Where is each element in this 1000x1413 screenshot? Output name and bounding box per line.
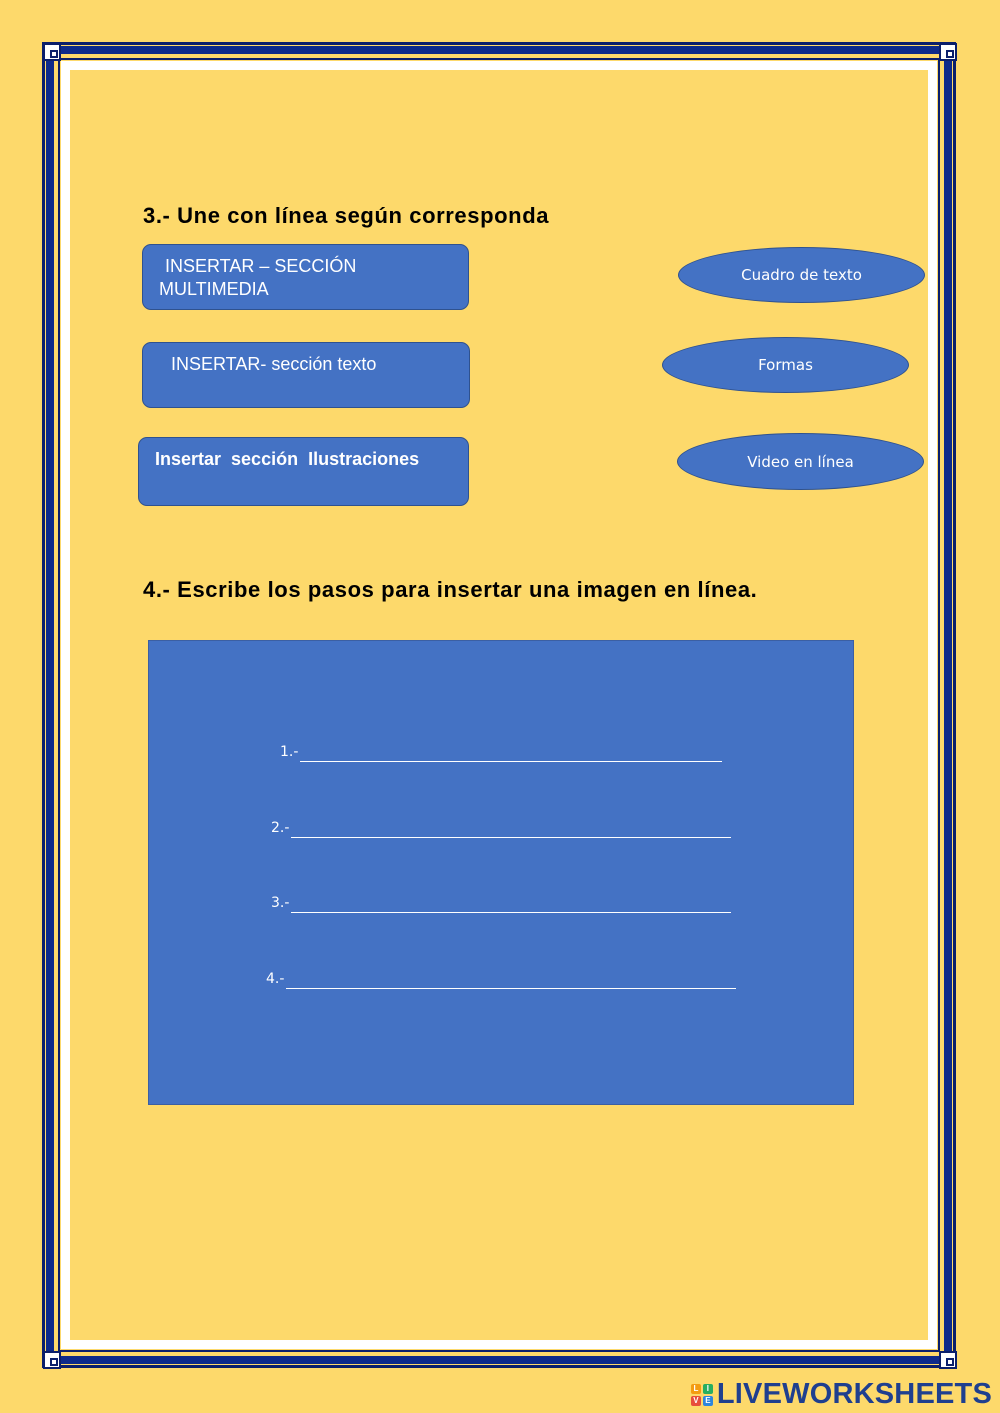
step-4-number: 4.- (266, 971, 285, 987)
border-corner-top-right (939, 43, 957, 61)
logo-letter-e: E (703, 1396, 713, 1406)
step-2-number: 2.- (271, 820, 290, 836)
match-left-item-3-label: Insertar sección Ilustraciones (155, 449, 420, 469)
match-right-item-1[interactable]: Cuadro de texto (678, 247, 925, 303)
section4-heading: 4.- Escribe los pasos para insertar una imagen en línea. (143, 577, 758, 602)
step-2-answer-line[interactable] (291, 821, 731, 838)
step-3-answer-line[interactable] (291, 896, 731, 913)
match-right-item-3[interactable]: Video en línea (677, 433, 924, 490)
border-corner-bottom-right (939, 1351, 957, 1369)
match-left-item-1[interactable] (142, 244, 469, 310)
match-left-item-3[interactable] (138, 437, 469, 506)
liveworksheets-logo-icon (691, 1384, 713, 1406)
liveworksheets-wordmark: LIVEWORKSHEETS (716, 1378, 992, 1410)
match-left-item-1-line1: INSERTAR – SECCIÓN (165, 256, 357, 276)
step-1-number: 1.- (280, 744, 299, 760)
logo-letter-l: L (691, 1384, 701, 1394)
border-corner-top-left (43, 43, 61, 61)
logo-letter-v: V (691, 1396, 701, 1406)
logo-letter-i: I (703, 1384, 713, 1394)
match-left-item-2-label: INSERTAR- sección texto (171, 354, 377, 374)
match-left-item-1-line2: MULTIMEDIA (159, 279, 269, 299)
step-3-number: 3.- (271, 895, 290, 911)
section3-heading: 3.- Une con línea según corresponda (143, 203, 550, 228)
border-corner-bottom-left (43, 1351, 61, 1369)
liveworksheets-brand (691, 1378, 992, 1411)
match-right-item-2[interactable]: Formas (662, 337, 909, 393)
steps-answer-box (148, 640, 854, 1105)
step-1-answer-line[interactable] (300, 745, 722, 762)
match-left-item-2[interactable] (142, 342, 470, 408)
step-4-answer-line[interactable] (286, 972, 736, 989)
